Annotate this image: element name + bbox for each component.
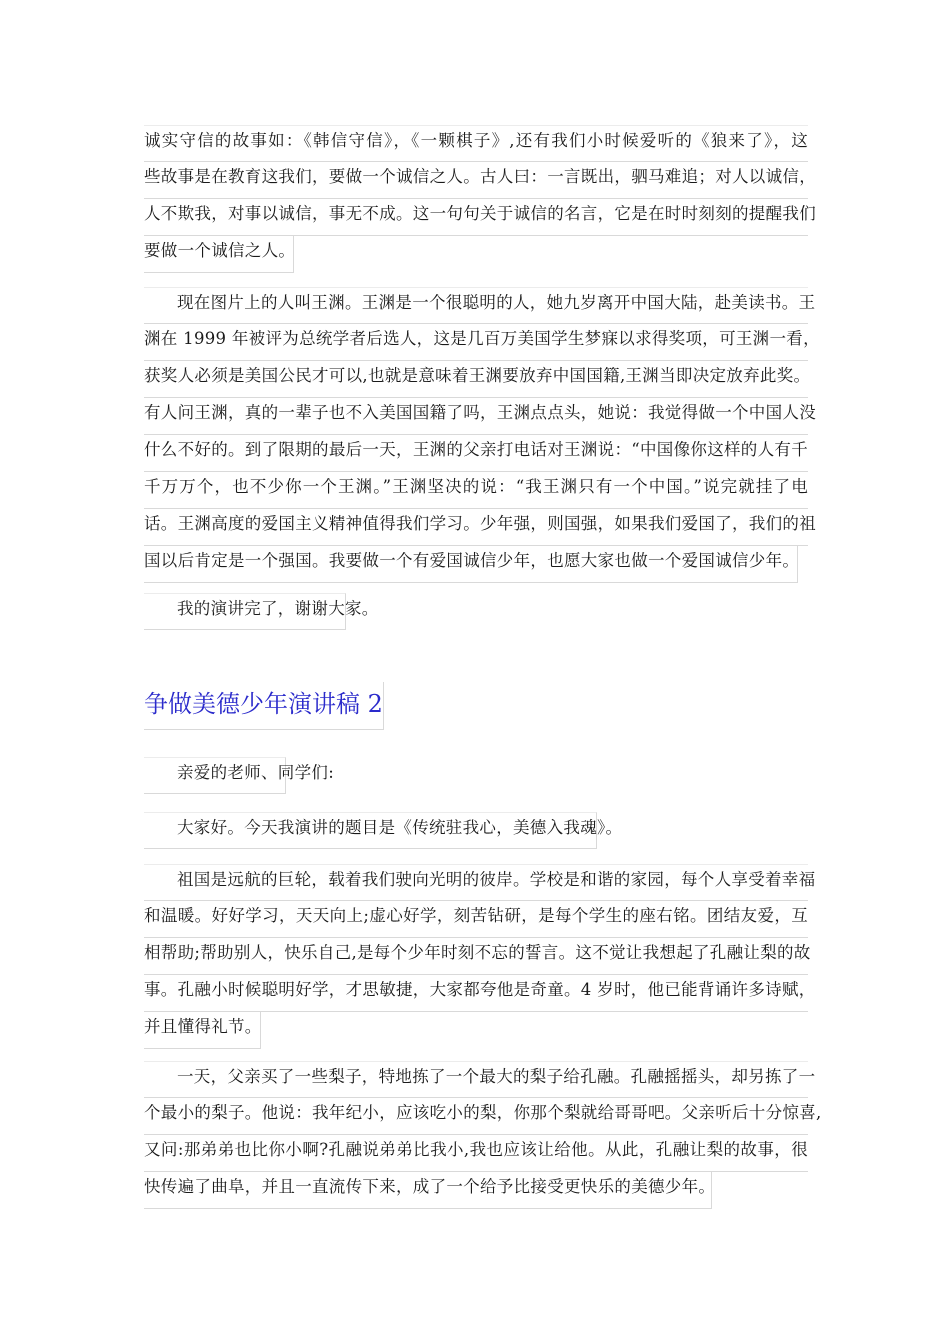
text-line: 快传遍了曲阜，并且一直流传下来，成了一个给予比接受更快乐的美德少年。	[144, 1172, 712, 1209]
text-line: 和温暖。好好学习，天天向上;虚心好学，刻苦钻研，是每个学生的座右铭。团结友爱，互	[144, 901, 808, 938]
text-line: 国以后肯定是一个强国。我要做一个有爱国诚信少年，也愿大家也做一个爱国诚信少年。	[144, 546, 798, 583]
text-line: 诚实守信的故事如：《韩信守信》，《一颗棋子》,还有我们小时候爱听的《狼来了》，这	[144, 125, 808, 162]
paragraph-kong-rong	[144, 1061, 822, 1209]
text-line: 亲爱的老师、同学们:	[144, 757, 286, 794]
text-line: 并且懂得礼节。	[144, 1012, 261, 1049]
text-line: 现在图片上的人叫王渊。王渊是一个很聪明的人，她九岁离开中国大陆，赴美读书。王	[144, 287, 808, 324]
text-line: 千万万个，也不少你一个王渊。”王渊坚决的说：“我王渊只有一个中国。”说完就挂了电	[144, 472, 808, 509]
text-line: 个最小的梨子。他说：我年纪小，应该吃小的梨，你那个梨就给哥哥吧。父亲听后十分惊喜,	[144, 1098, 808, 1135]
paragraph-honesty-stories	[144, 125, 816, 273]
paragraph-motherland	[144, 864, 816, 1049]
text-line: 又问:那弟弟也比你小啊?孔融说弟弟比我小,我也应该让给他。从此，孔融让梨的故事，很	[144, 1135, 808, 1172]
text-line: 些故事是在教育这我们，要做一个诚信之人。古人曰：一言既出，驷马难追；对人以诚信，	[144, 162, 808, 199]
section-heading: 争做美德少年演讲稿 2	[144, 682, 384, 730]
text-line: 要做一个诚信之人。	[144, 236, 294, 273]
paragraph-topic	[144, 812, 808, 849]
text-line: 有人问王渊，真的一辈子也不入美国国籍了吗，王渊点点头，她说：我觉得做一个中国人没	[144, 398, 808, 435]
text-line: 什么不好的。到了限期的最后一天，王渊的父亲打电话对王渊说：“中国像你这样的人有千	[144, 435, 808, 472]
text-line: 我的演讲完了，谢谢大家。	[144, 593, 346, 630]
text-line: 大家好。今天我演讲的题目是《传统驻我心，美德入我魂》。	[144, 812, 597, 849]
text-line: 话。王渊高度的爱国主义精神值得我们学习。少年强，则国强，如果我们爱国了，我们的祖	[144, 509, 808, 546]
text-line: 事。孔融小时候聪明好学，才思敏捷，大家都夸他是奇童。4 岁时，他已能背诵许多诗赋，	[144, 975, 808, 1012]
paragraph-wang-yuan	[144, 287, 820, 583]
text-line: 相帮助;帮助别人，快乐自己,是每个少年时刻不忘的誓言。这不觉让我想起了孔融让梨的故	[144, 938, 808, 975]
text-line: 获奖人必须是美国公民才可以,也就是意味着王渊要放弃中国国籍,王渊当即决定放弃此奖。	[144, 361, 808, 398]
text-line: 一天，父亲买了一些梨子，特地拣了一个最大的梨子给孔融。孔融摇摇头，却另拣了一	[144, 1061, 808, 1098]
text-line: 祖国是远航的巨轮，载着我们驶向光明的彼岸。学校是和谐的家园，每个人享受着幸福	[144, 864, 808, 901]
paragraph-closing	[144, 593, 808, 630]
text-line: 人不欺我，对事以诚信，事无不成。这一句句关于诚信的名言，它是在时时刻刻的提醒我们	[144, 199, 808, 236]
paragraph-greeting	[144, 757, 808, 794]
text-line: 渊在 1999 年被评为总统学者后选人，这是几百万美国学生梦寐以求得奖项，可王渊一看，	[144, 324, 808, 361]
